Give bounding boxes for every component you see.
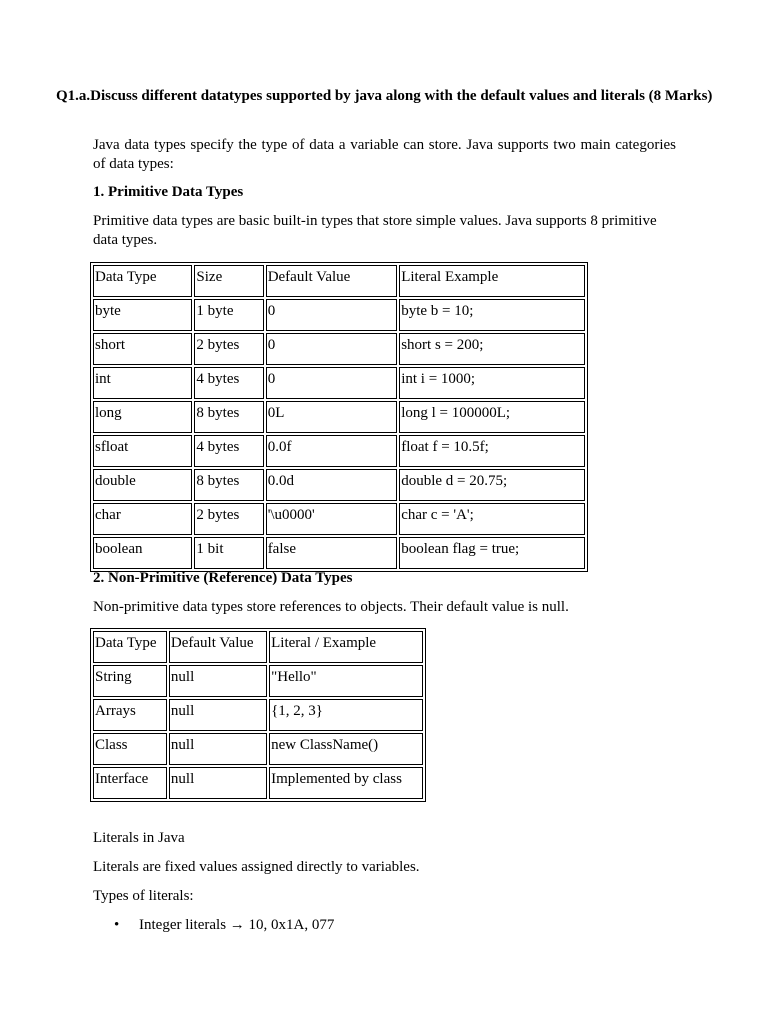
table-cell: Implemented by class (269, 767, 423, 799)
table-cell: boolean flag = true; (399, 537, 585, 569)
literals-title: Literals in Java (93, 830, 185, 846)
table-row (93, 367, 585, 399)
primitive-types-table (90, 262, 588, 572)
table-cell: 4 bytes (194, 367, 263, 399)
table-cell: new ClassName() (269, 733, 423, 765)
table-cell: 0.0f (266, 435, 398, 467)
table-row (93, 699, 423, 731)
list-item-text: Integer literals → 10, 0x1A, 077 (139, 917, 335, 933)
table-cell: 0 (266, 333, 398, 365)
table-row (93, 537, 585, 569)
table-cell: int i = 1000; (399, 367, 585, 399)
table-cell: {1, 2, 3} (269, 699, 423, 731)
table-cell: char c = 'A'; (399, 503, 585, 535)
table-cell: null (169, 733, 267, 765)
table-cell: '\u0000' (266, 503, 398, 535)
table-cell: Arrays (93, 699, 167, 731)
table-cell: 8 bytes (194, 401, 263, 433)
literals-description: Literals are fixed values assigned directly to variables. (93, 859, 420, 875)
intro-paragraph: Java data types specify the type of data a variable can store. Java supports two main categories of data types: (93, 137, 676, 172)
table-cell: "Hello" (269, 665, 423, 697)
table-cell: short (93, 333, 192, 365)
table-row (93, 733, 423, 765)
table-cell: byte b = 10; (399, 299, 585, 331)
table-cell: int (93, 367, 192, 399)
table-cell: sfloat (93, 435, 192, 467)
table-cell: 2 bytes (194, 333, 263, 365)
table-cell: Class (93, 733, 167, 765)
table-cell: 8 bytes (194, 469, 263, 501)
table-row (93, 469, 585, 501)
table-header-cell: Data Type (93, 631, 167, 663)
table-row (93, 665, 423, 697)
list-item (114, 916, 334, 935)
non-primitive-types-table (90, 628, 426, 802)
table-header-row (93, 631, 423, 663)
table-cell: null (169, 665, 267, 697)
table-header-cell: Size (194, 265, 263, 297)
table-header-cell: Data Type (93, 265, 192, 297)
primitive-heading: 1. Primitive Data Types (93, 184, 244, 200)
table-cell: null (169, 699, 267, 731)
table-cell: short s = 200; (399, 333, 585, 365)
table-cell: Interface (93, 767, 167, 799)
table-cell: long l = 100000L; (399, 401, 585, 433)
table-cell: long (93, 401, 192, 433)
table-cell: boolean (93, 537, 192, 569)
table-cell: byte (93, 299, 192, 331)
table-row (93, 435, 585, 467)
table-cell: false (266, 537, 398, 569)
primitive-description: Primitive data types are basic built-in types that store simple values. Java supports 8 primitive data types. (93, 213, 657, 248)
table-cell: 2 bytes (194, 503, 263, 535)
table-cell: String (93, 665, 167, 697)
table-row (93, 401, 585, 433)
question-heading: Q1.a.Discuss different datatypes supported by java along with the default values and literals (8 Marks) (56, 88, 713, 104)
literals-types-label: Types of literals: (93, 888, 194, 904)
table-row (93, 767, 423, 799)
table-cell: double d = 20.75; (399, 469, 585, 501)
table-cell: 0 (266, 299, 398, 331)
table-row (93, 503, 585, 535)
table-cell: double (93, 469, 192, 501)
table-cell: 0L (266, 401, 398, 433)
table-cell: float f = 10.5f; (399, 435, 585, 467)
table-header-cell: Literal / Example (269, 631, 423, 663)
table-row (93, 333, 585, 365)
table-cell: 1 bit (194, 537, 263, 569)
table-header-cell: Default Value (266, 265, 398, 297)
table-row (93, 299, 585, 331)
table-header-cell: Literal Example (399, 265, 585, 297)
table-header-cell: Default Value (169, 631, 267, 663)
table-cell: 0 (266, 367, 398, 399)
table-cell: char (93, 503, 192, 535)
bullet-icon: • (114, 917, 120, 933)
table-cell: 4 bytes (194, 435, 263, 467)
non-primitive-description: Non-primitive data types store references to objects. Their default value is null. (93, 599, 569, 615)
table-cell: 0.0d (266, 469, 398, 501)
table-header-row (93, 265, 585, 297)
table-cell: null (169, 767, 267, 799)
table-cell: 1 byte (194, 299, 263, 331)
non-primitive-heading: 2. Non-Primitive (Reference) Data Types (93, 570, 353, 586)
